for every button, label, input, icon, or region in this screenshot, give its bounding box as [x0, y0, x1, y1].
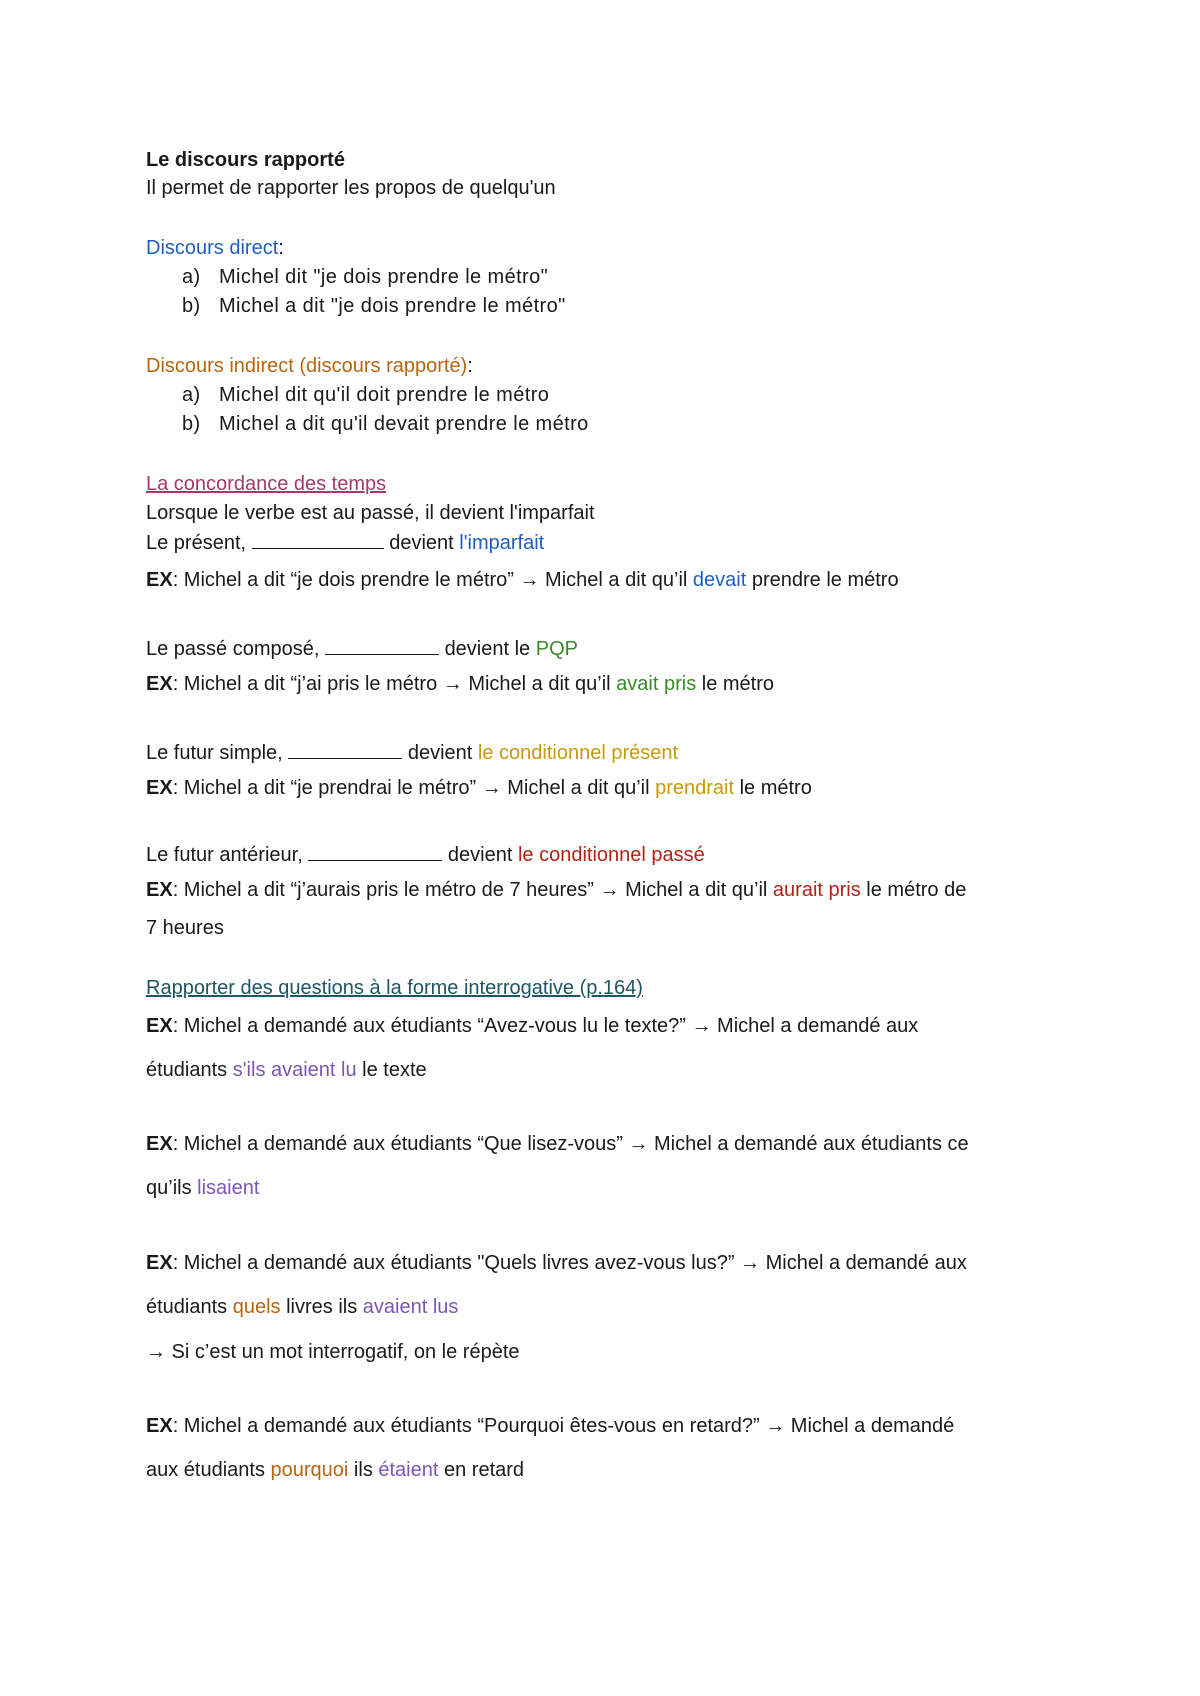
rule-present [146, 530, 544, 555]
question-note: → Si c’est un mot interrogatif, on le répète [146, 1341, 520, 1363]
ex-label: EX [146, 1415, 173, 1437]
rule-verb: devient le [444, 638, 531, 660]
question-example-2-cont [146, 1176, 259, 1200]
ex-label: EX [146, 1252, 173, 1274]
ex-text: : Michel a dit “j’ai pris le métro → Michel a dit qu’il [172, 673, 617, 695]
ex-text: : Michel a demandé aux étudiants “Que lisez-vous” → Michel a demandé aux étudiants ce [172, 1133, 969, 1155]
question-example-2 [146, 1132, 969, 1156]
direct-colon: : [278, 237, 284, 259]
ex-text: : Michel a demandé aux étudiants "Quels livres avez-vous lus?” → Michel a demandé aux [172, 1252, 967, 1274]
ex-text: livres ils [280, 1296, 363, 1318]
example-passe-compose [146, 672, 774, 696]
concordance-heading: La concordance des temps [146, 473, 387, 495]
list-text: Michel dit "je dois prendre le métro" [219, 266, 549, 288]
rule-label: Le présent, [146, 532, 247, 554]
ex-highlight: s'ils avaient lu [232, 1059, 357, 1081]
indirect-heading-line [146, 354, 473, 378]
indirect-heading: Discours indirect (discours rapporté) [146, 355, 468, 377]
ex-highlight: lisaient [197, 1177, 260, 1199]
question-example-1-cont [146, 1058, 427, 1082]
rule-futur-simple [146, 740, 678, 765]
indirect-colon: : [467, 355, 473, 377]
list-marker: a) [182, 384, 201, 406]
question-example-4-cont [146, 1458, 524, 1482]
question-example-4 [146, 1414, 954, 1438]
ex-text: ils [348, 1459, 379, 1481]
ex-text-end: prendre le métro [746, 569, 899, 591]
ex-text: étudiants [146, 1296, 233, 1318]
ex-label: EX [146, 1015, 173, 1037]
direct-heading-line [146, 236, 284, 260]
ex-text: : Michel a dit “je dois prendre le métro” → Michel a dit qu’il [172, 569, 693, 591]
example-futur-simple [146, 776, 812, 800]
ex-text-end: en retard [438, 1459, 525, 1481]
concordance-intro: Lorsque le verbe est au passé, il devient l'imparfait [146, 502, 595, 524]
ex-label: EX [146, 879, 173, 901]
list-marker: b) [182, 295, 201, 317]
fill-blank [252, 530, 384, 549]
document-title: Le discours rapporté [146, 149, 345, 171]
ex-highlight: avait pris [616, 673, 697, 695]
list-text: Michel a dit "je dois prendre le métro" [219, 295, 566, 317]
ex-text: : Michel a dit “je prendrai le métro” → Michel a dit qu’il [172, 777, 656, 799]
list-marker: a) [182, 266, 201, 288]
rule-verb: devient [389, 532, 454, 554]
ex-highlight: aurait pris [772, 879, 861, 901]
ex-text: étudiants [146, 1059, 233, 1081]
rule-passe-compose [146, 636, 578, 661]
rule-label: Le futur antérieur, [146, 844, 303, 866]
question-example-3 [146, 1251, 967, 1275]
ex-text: : Michel a dit “j’aurais pris le métro de 7 heures” → Michel a dit qu’il [172, 879, 773, 901]
ex-label: EX [146, 777, 173, 799]
rule-futur-anterieur [146, 842, 705, 867]
ex-label: EX [146, 569, 173, 591]
question-example-3-cont [146, 1295, 458, 1319]
ex-label: EX [146, 1133, 173, 1155]
rule-target: l'imparfait [459, 532, 545, 554]
ex-highlight: prendrait [655, 777, 735, 799]
fill-blank [325, 636, 439, 655]
ex-text-end: le texte [356, 1059, 427, 1081]
ex-text: aux étudiants [146, 1459, 271, 1481]
ex-highlight: quels [232, 1296, 281, 1318]
list-text: Michel a dit qu'il devait prendre le métro [219, 413, 589, 435]
rule-verb: devient [407, 742, 473, 764]
fill-blank [288, 740, 402, 759]
example-futur-anterieur-cont: 7 heures [146, 917, 224, 939]
rule-verb: devient [447, 844, 513, 866]
document-subtitle: Il permet de rapporter les propos de quelqu'un [146, 177, 556, 199]
ex-text: qu’ils [146, 1177, 198, 1199]
rule-label: Le futur simple, [146, 742, 283, 764]
ex-label: EX [146, 673, 173, 695]
question-example-1 [146, 1014, 918, 1038]
rule-label: Le passé composé, [146, 638, 320, 660]
list-marker: b) [182, 413, 201, 435]
ex-highlight: étaient [378, 1459, 439, 1481]
fill-blank [308, 842, 442, 861]
ex-text-end: le métro de [860, 879, 967, 901]
ex-text: : Michel a demandé aux étudiants “Avez-vous lu le texte?” → Michel a demandé aux [172, 1015, 919, 1037]
ex-text: : Michel a demandé aux étudiants “Pourquoi êtes-vous en retard?” → Michel a demandé [172, 1415, 955, 1437]
example-present [146, 568, 899, 592]
rule-target: PQP [535, 638, 578, 660]
ex-highlight: avaient lus [362, 1296, 459, 1318]
example-futur-anterieur [146, 878, 966, 902]
ex-text-end: le métro [734, 777, 812, 799]
direct-heading: Discours direct [146, 237, 279, 259]
ex-text-end: le métro [696, 673, 775, 695]
rule-target: le conditionnel passé [517, 844, 705, 866]
rule-target: le conditionnel présent [477, 742, 679, 764]
questions-heading: Rapporter des questions à la forme interrogative (p.164) [146, 977, 643, 999]
ex-highlight: devait [692, 569, 747, 591]
ex-highlight: pourquoi [270, 1459, 349, 1481]
list-text: Michel dit qu'il doit prendre le métro [219, 384, 550, 406]
